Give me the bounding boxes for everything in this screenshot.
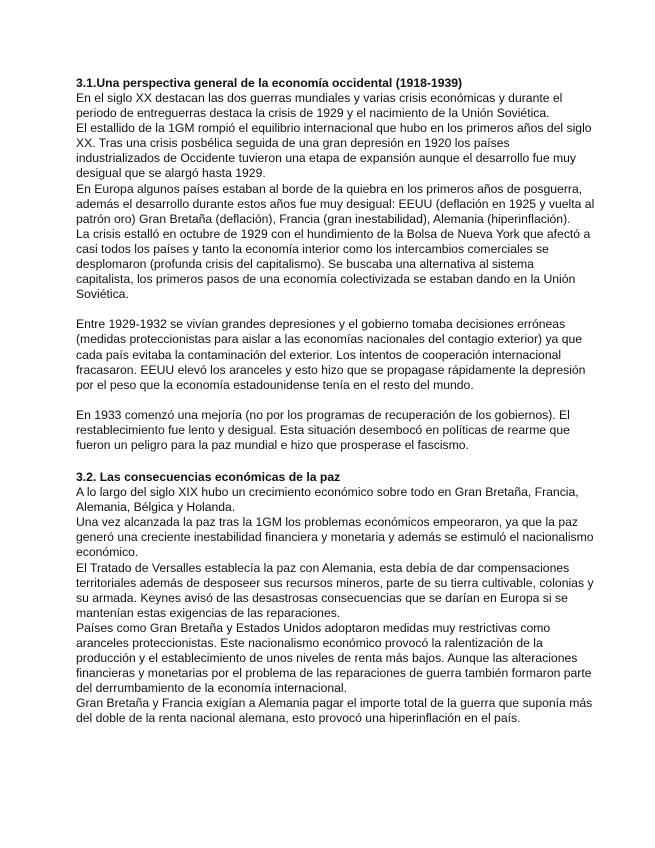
text-line: producción y el establecimiento de unos niveles de renta más bajos. Aunque las alteraciones (76, 651, 578, 666)
section-1-body-b (76, 317, 590, 392)
text-line: aranceles proteccionistas. Este nacionalismo económico provocó la ralentización de la (76, 636, 543, 650)
text-line: generó una creciente inestabilidad financiera y monetaria y además se estimuló el nacionalismo (76, 530, 594, 545)
text-line: patrón oro) Gran Bretaña (deflación), Francia (gran inestabilidad), Alemania (hiperinflación). (76, 211, 571, 226)
text-line: desplomaron (profunda crisis del capitalismo). Se buscaba una alternativa al sistema (76, 257, 534, 272)
paragraph (76, 621, 590, 696)
paragraph (76, 696, 593, 726)
paragraph (76, 181, 595, 227)
paragraph (76, 317, 590, 392)
text-line: casi todos los países y tanto la economía interior como los intercambios comerciales se (76, 241, 549, 256)
section-heading-3-1: 3.1.Una perspectiva general de la economía occidental (1918-1939) (76, 76, 463, 90)
text-line: restablecimiento fue lento y desigual. Esta situación desembocó en políticas de rearme que (76, 422, 570, 437)
section-gap (76, 453, 590, 470)
text-line: fracasaron. EEUU elevó los aranceles y esto hizo que se propagase rápidamente la depresión (76, 362, 586, 377)
paragraph-gap (76, 302, 590, 317)
section-1-body-c (76, 408, 590, 453)
text-line: financieras y monetarias por el problema de las reparaciones de guerra también formaron parte (76, 666, 592, 681)
text-line: La crisis estalló en octubre de 1929 con el hundimiento de la Bolsa de Nueva York que afectó a (76, 226, 591, 241)
text-line: A lo largo del siglo XIX hubo un crecimiento económico sobre todo en Gran Bretaña, Francia, (76, 485, 579, 500)
text-line: Alemania, Bélgica y Holanda. (76, 500, 236, 515)
text-line: En 1933 comenzó una mejoría (no por los programas de recuperación de los gobiernos). El (76, 407, 570, 422)
text-line: Soviética. (76, 287, 129, 302)
text-line: Países como Gran Bretaña y Estados Unidos adoptaron medidas muy restrictivas como (76, 620, 551, 635)
text-line: fueron un peligro para la paz mundial e hizo que prosperase el fascismo. (76, 437, 469, 452)
text-line: capitalista, los primeros pasos de una economía colectivizada se estaban dando en la Unión (76, 272, 576, 287)
paragraph (76, 560, 594, 621)
text-line: XX. Tras una crisis posbélica seguida de una gran depresión en 1920 los países (76, 136, 510, 151)
text-line: Gran Bretaña y Francia exigían a Alemania pagar el importe total de la guerra que suponía más (76, 696, 593, 711)
text-line: territoriales además de desposeer sus recursos mineros, parte de su tierra cultivable, colonias y (76, 575, 594, 590)
paragraph (76, 121, 590, 181)
section-1-body (76, 91, 595, 302)
paragraph-gap (76, 393, 590, 408)
paragraph (76, 408, 590, 453)
section-2-body (76, 485, 594, 727)
document-page (76, 76, 595, 727)
section-heading-3-2: 3.2. Las consecuencias económicas de la paz (76, 470, 341, 485)
text-line: económico. (76, 545, 139, 560)
text-line: del doble de la renta nacional alemana, esto provocó una hiperinflación en el país. (76, 711, 521, 726)
text-line: del derrumbamiento de la economía internacional. (76, 681, 347, 696)
text-line: además el desarrollo durante estos años fue muy desigual: EEUU (deflación en 1925 y vuelta al (76, 196, 595, 211)
text-line: En Europa algunos países estaban al borde de la quiebra en los primeros años de posguerra, (76, 181, 583, 196)
text-line: industrializados de Occidente tuvieron una etapa de expansión aunque el desarrollo fue muy (76, 151, 577, 166)
text-line: Entre 1929-1932 se vivían grandes depresiones y el gobierno tomaba decisiones erróneas (76, 317, 566, 332)
text-line: El estallido de la 1GM rompió el equilibrio internacional que hubo en los primeros años del siglo (76, 121, 592, 136)
text-line: cada país evitaba la contaminación del exterior. Los intentos de cooperación internacional (76, 347, 562, 362)
text-line: su armada. Keynes avisó de las desastrosas consecuencias que se darían en Europa si se (76, 590, 568, 605)
text-line: (medidas proteccionistas para aislar a las economías nacionales del contagio exterior) ya que (76, 332, 583, 347)
paragraph (76, 91, 590, 121)
text-line: En el siglo XX destacan las dos guerras mundiales y varias crisis económicas y durante el (76, 91, 563, 105)
paragraph (76, 227, 590, 302)
text-line: Una vez alcanzada la paz tras la 1GM los problemas económicos empeoraron, ya que la paz (76, 515, 578, 530)
text-line: por el peso que la economía estadounidense tenía en el resto del mundo. (76, 377, 474, 392)
text-line: El Tratado de Versalles establecía la paz con Alemania, esta debía de dar compensaciones (76, 560, 570, 575)
text-line: desigual que se alargó hasta 1929. (76, 166, 266, 181)
text-line: periodo de entreguerras destaca la crisis de 1929 y el nacimiento de la Unión Soviética. (76, 106, 550, 121)
paragraph (76, 485, 590, 515)
text-line: mantenían estas exigencias de las reparaciones. (76, 605, 341, 620)
paragraph (76, 515, 594, 560)
